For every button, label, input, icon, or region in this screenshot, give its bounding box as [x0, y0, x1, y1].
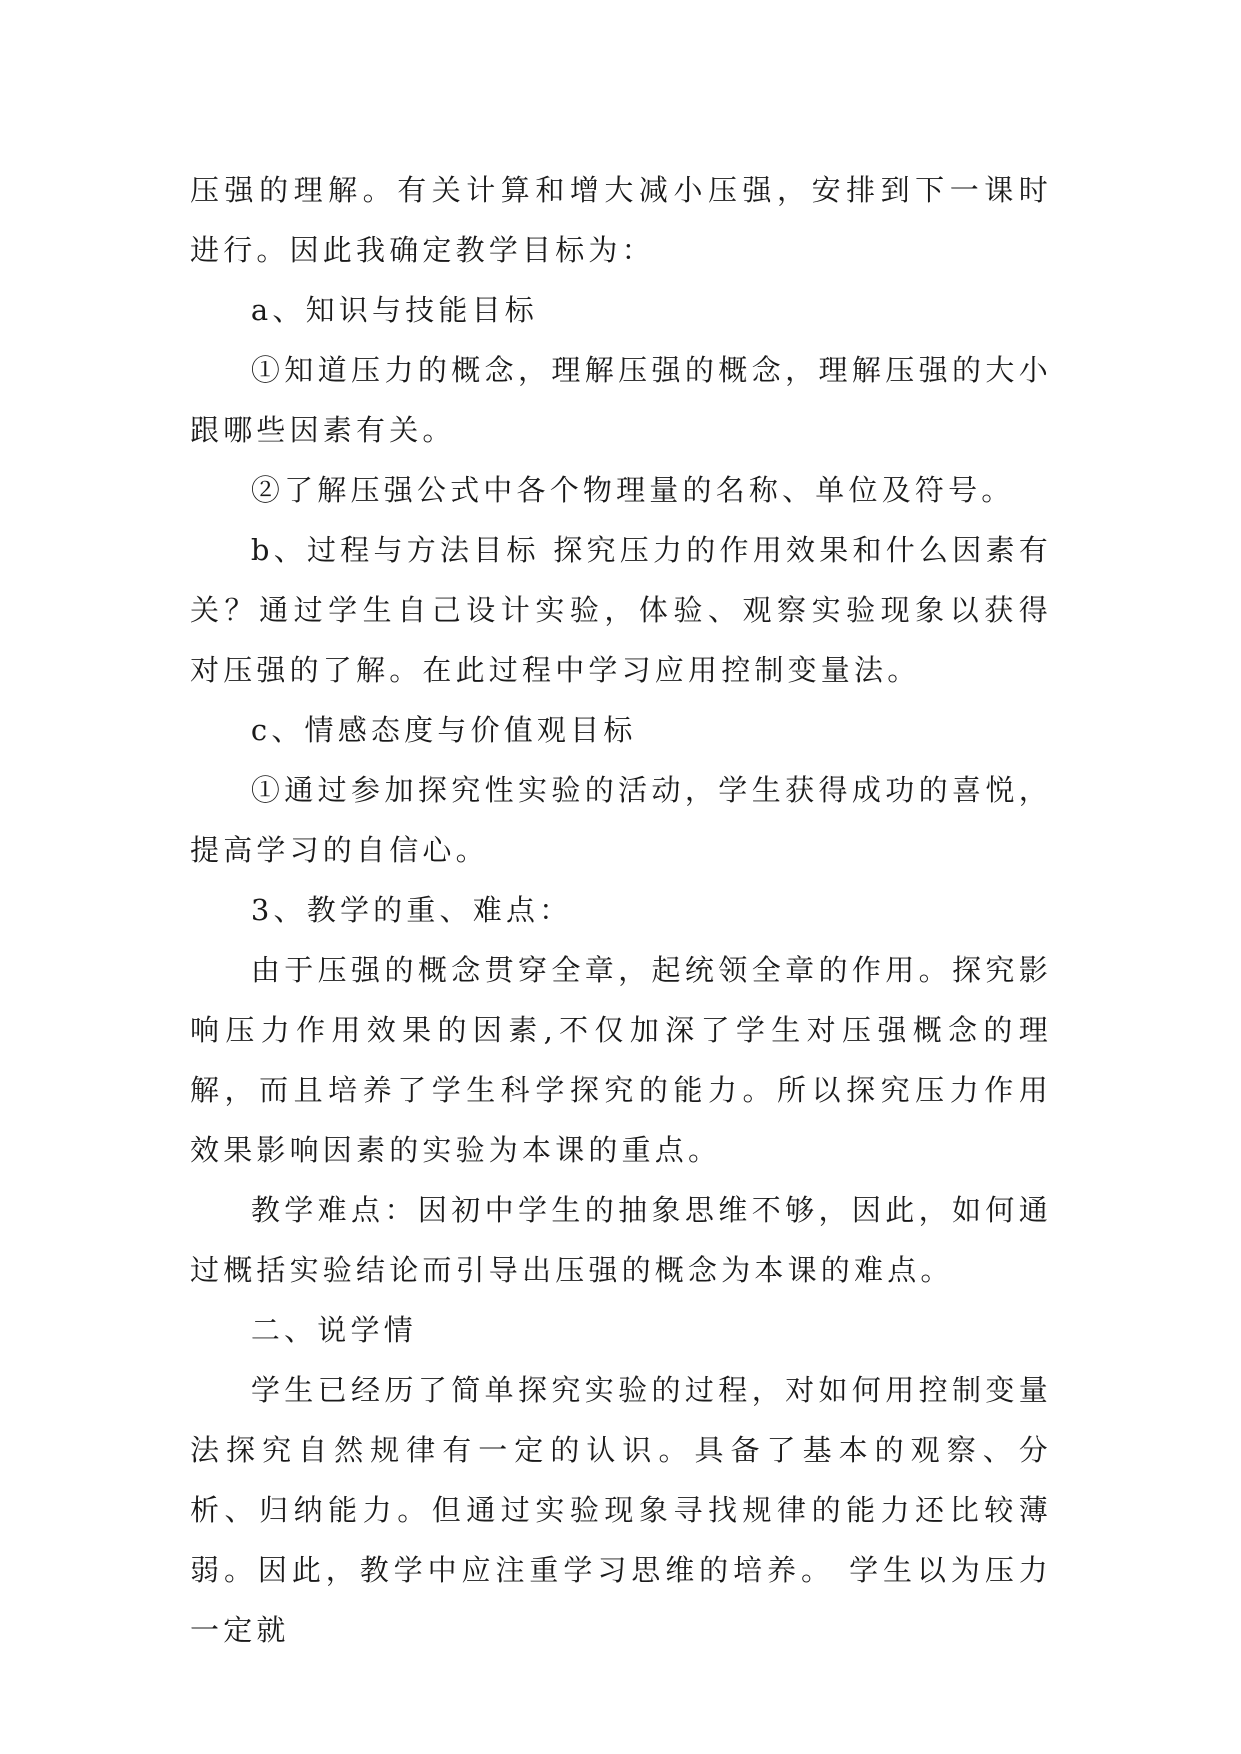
- key-point-paragraph: 由于压强的概念贯穿全章，起统领全章的作用。探究影响压力作用效果的因素,不仅加深了学生对压强概念的理解，而且培养了学生科学探究的能力。所以探究压力作用效果影响因素的实验为本课的重点。: [190, 953, 1052, 1167]
- paragraph-continuation: 压强的理解。有关计算和增大减小压强，安排到下一课时进行。因此我确定教学目标为：: [190, 173, 1052, 267]
- emotion-goal-item-1: ①通过参加探究性实验的活动，学生获得成功的喜悦，提高学习的自信心。: [190, 773, 1052, 867]
- heading-emotion-attitude-goal: c、情感态度与价值观目标: [250, 713, 637, 747]
- difficult-point-paragraph: 教学难点：因初中学生的抽象思维不够，因此，如何通过概括实验结论而引导出压强的概念为本课的难点。: [190, 1193, 1052, 1287]
- heading-student-situation: 二、说学情: [250, 1313, 417, 1347]
- heading-knowledge-skills-goal: a、知识与技能目标: [250, 293, 538, 327]
- heading-process-method-goal: b、过程与方法目标 探究压力的作用效果和什么因素有关？通过学生自己设计实验，体验、观察实验现象以获得对压强的了解。在此过程中学习应用控制变量法。: [190, 533, 1052, 687]
- student-situation-paragraph: 学生已经历了简单探究实验的过程，对如何用控制变量法探究自然规律有一定的认识。具备了基本的观察、分析、归纳能力。但通过实验现象寻找规律的能力还比较薄弱。因此，教学中应注重学习思维的培养。 学生以为压力一定就: [190, 1373, 1052, 1647]
- heading-key-difficult-points: 3、教学的重、难点：: [250, 893, 573, 927]
- goal-item-2: ②了解压强公式中各个物理量的名称、单位及符号。: [250, 473, 1015, 507]
- document-body: [190, 160, 1052, 1660]
- goal-item-1: ①知道压力的概念，理解压强的概念，理解压强的大小跟哪些因素有关。: [190, 353, 1052, 447]
